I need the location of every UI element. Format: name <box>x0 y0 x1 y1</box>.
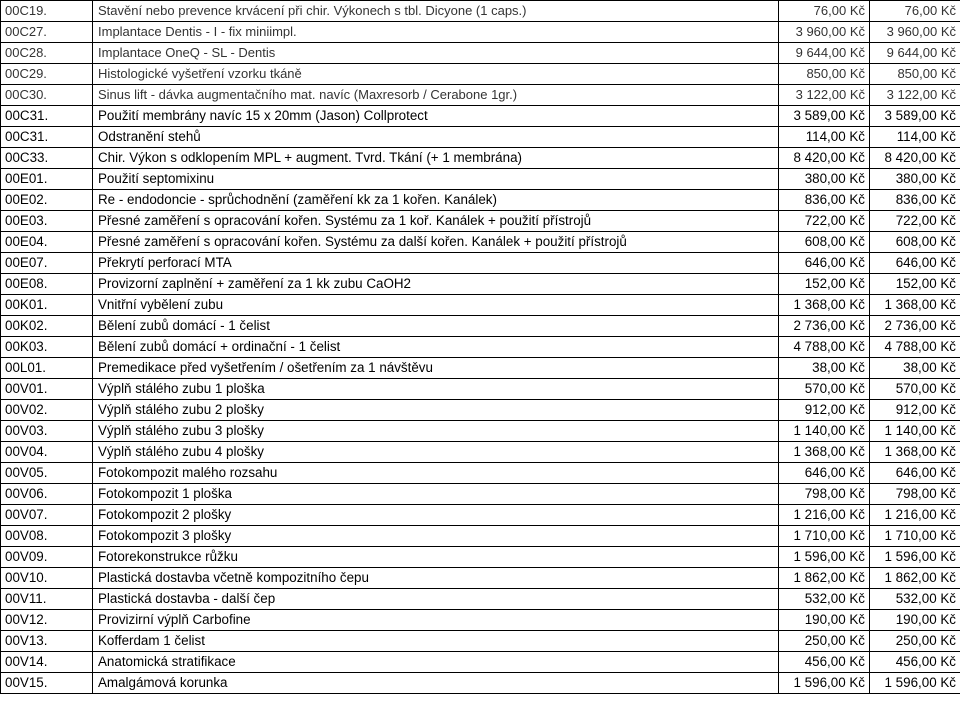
unit-price-cell: 1 368,00 Kč <box>779 295 870 316</box>
unit-price-cell: 456,00 Kč <box>779 652 870 673</box>
service-name-cell: Výplň stálého zubu 2 plošky <box>93 400 779 421</box>
service-name-cell: Vnitřní vybělení zubu <box>93 295 779 316</box>
table-row <box>1 421 960 442</box>
service-code-cell: 00V15. <box>1 673 93 694</box>
table-row <box>1 169 960 190</box>
table-row <box>1 316 960 337</box>
table-row <box>1 148 960 169</box>
service-name-cell: Sinus lift - dávka augmentačního mat. navíc (Maxresorb / Cerabone 1gr.) <box>93 85 779 106</box>
service-code-cell: 00C33. <box>1 148 93 169</box>
table-row <box>1 484 960 505</box>
total-price-cell: 4 788,00 Kč <box>870 337 960 358</box>
service-code-cell: 00E08. <box>1 274 93 295</box>
service-code-cell: 00V09. <box>1 547 93 568</box>
total-price-cell: 1 140,00 Kč <box>870 421 960 442</box>
unit-price-cell: 2 736,00 Kč <box>779 316 870 337</box>
service-name-cell: Implantace Dentis - I - fix miniimpl. <box>93 22 779 43</box>
table-row <box>1 589 960 610</box>
total-price-cell: 1 596,00 Kč <box>870 547 960 568</box>
total-price-cell: 1 368,00 Kč <box>870 442 960 463</box>
service-code-cell: 00V05. <box>1 463 93 484</box>
service-code-cell: 00C28. <box>1 43 93 64</box>
unit-price-cell: 646,00 Kč <box>779 463 870 484</box>
unit-price-cell: 798,00 Kč <box>779 484 870 505</box>
service-name-cell: Anatomická stratifikace <box>93 652 779 673</box>
service-name-cell: Fotorekonstrukce růžku <box>93 547 779 568</box>
service-code-cell: 00V06. <box>1 484 93 505</box>
service-code-cell: 00E07. <box>1 253 93 274</box>
unit-price-cell: 722,00 Kč <box>779 211 870 232</box>
service-code-cell: 00K02. <box>1 316 93 337</box>
service-code-cell: 00C19. <box>1 1 93 22</box>
table-row <box>1 22 960 43</box>
service-name-cell: Fotokompozit malého rozsahu <box>93 463 779 484</box>
table-row <box>1 631 960 652</box>
table-row <box>1 127 960 148</box>
unit-price-cell: 190,00 Kč <box>779 610 870 631</box>
service-code-cell: 00V13. <box>1 631 93 652</box>
service-code-cell: 00V12. <box>1 610 93 631</box>
table-row <box>1 568 960 589</box>
unit-price-cell: 76,00 Kč <box>779 1 870 22</box>
total-price-cell: 250,00 Kč <box>870 631 960 652</box>
total-price-cell: 1 596,00 Kč <box>870 673 960 694</box>
unit-price-cell: 646,00 Kč <box>779 253 870 274</box>
service-code-cell: 00L01. <box>1 358 93 379</box>
unit-price-cell: 1 862,00 Kč <box>779 568 870 589</box>
service-code-cell: 00C31. <box>1 127 93 148</box>
unit-price-cell: 4 788,00 Kč <box>779 337 870 358</box>
total-price-cell: 608,00 Kč <box>870 232 960 253</box>
table-row <box>1 211 960 232</box>
service-name-cell: Implantace OneQ - SL - Dentis <box>93 43 779 64</box>
unit-price-cell: 250,00 Kč <box>779 631 870 652</box>
service-code-cell: 00K01. <box>1 295 93 316</box>
total-price-cell: 1 368,00 Kč <box>870 295 960 316</box>
total-price-cell: 3 122,00 Kč <box>870 85 960 106</box>
table-row <box>1 379 960 400</box>
total-price-cell: 1 862,00 Kč <box>870 568 960 589</box>
service-name-cell: Stavění nebo prevence krvácení při chir. Výkonech s tbl. Dicyone (1 caps.) <box>93 1 779 22</box>
unit-price-cell: 532,00 Kč <box>779 589 870 610</box>
service-code-cell: 00V11. <box>1 589 93 610</box>
total-price-cell: 190,00 Kč <box>870 610 960 631</box>
service-name-cell: Výplň stálého zubu 3 plošky <box>93 421 779 442</box>
service-code-cell: 00C27. <box>1 22 93 43</box>
unit-price-cell: 1 596,00 Kč <box>779 547 870 568</box>
table-row <box>1 547 960 568</box>
total-price-cell: 532,00 Kč <box>870 589 960 610</box>
total-price-cell: 8 420,00 Kč <box>870 148 960 169</box>
unit-price-cell: 836,00 Kč <box>779 190 870 211</box>
total-price-cell: 1 710,00 Kč <box>870 526 960 547</box>
unit-price-cell: 9 644,00 Kč <box>779 43 870 64</box>
service-name-cell: Kofferdam 1 čelist <box>93 631 779 652</box>
total-price-cell: 798,00 Kč <box>870 484 960 505</box>
service-name-cell: Fotokompozit 1 ploška <box>93 484 779 505</box>
service-name-cell: Plastická dostavba - další čep <box>93 589 779 610</box>
unit-price-cell: 912,00 Kč <box>779 400 870 421</box>
service-name-cell: Provizorní zaplnění + zaměření za 1 kk zubu CaOH2 <box>93 274 779 295</box>
table-row <box>1 337 960 358</box>
total-price-cell: 1 216,00 Kč <box>870 505 960 526</box>
unit-price-cell: 1 140,00 Kč <box>779 421 870 442</box>
table-row <box>1 85 960 106</box>
service-code-cell: 00C30. <box>1 85 93 106</box>
service-code-cell: 00E04. <box>1 232 93 253</box>
service-name-cell: Fotokompozit 2 plošky <box>93 505 779 526</box>
service-code-cell: 00V14. <box>1 652 93 673</box>
total-price-cell: 850,00 Kč <box>870 64 960 85</box>
table-row <box>1 253 960 274</box>
total-price-cell: 76,00 Kč <box>870 1 960 22</box>
table-row <box>1 64 960 85</box>
table-row <box>1 610 960 631</box>
unit-price-cell: 3 589,00 Kč <box>779 106 870 127</box>
service-code-cell: 00E01. <box>1 169 93 190</box>
service-name-cell: Histologické vyšetření vzorku tkáně <box>93 64 779 85</box>
table-row <box>1 442 960 463</box>
table-row <box>1 43 960 64</box>
unit-price-cell: 1 710,00 Kč <box>779 526 870 547</box>
unit-price-cell: 152,00 Kč <box>779 274 870 295</box>
table-row <box>1 274 960 295</box>
total-price-cell: 836,00 Kč <box>870 190 960 211</box>
service-name-cell: Fotokompozit 3 plošky <box>93 526 779 547</box>
service-name-cell: Chir. Výkon s odklopením MPL + augment. Tvrd. Tkání (+ 1 membrána) <box>93 148 779 169</box>
service-name-cell: Použití membrány navíc 15 x 20mm (Jason) Collprotect <box>93 106 779 127</box>
service-name-cell: Amalgámová korunka <box>93 673 779 694</box>
total-price-cell: 3 589,00 Kč <box>870 106 960 127</box>
total-price-cell: 646,00 Kč <box>870 253 960 274</box>
table-row <box>1 190 960 211</box>
total-price-cell: 3 960,00 Kč <box>870 22 960 43</box>
total-price-cell: 380,00 Kč <box>870 169 960 190</box>
service-name-cell: Odstranění stehů <box>93 127 779 148</box>
service-name-cell: Bělení zubů domácí - 1 čelist <box>93 316 779 337</box>
table-row <box>1 1 960 22</box>
service-name-cell: Přesné zaměření s opracování kořen. Systému za další kořen. Kanálek + použití přístrojů <box>93 232 779 253</box>
service-code-cell: 00V08. <box>1 526 93 547</box>
table-row <box>1 400 960 421</box>
service-code-cell: 00V04. <box>1 442 93 463</box>
service-code-cell: 00V01. <box>1 379 93 400</box>
unit-price-cell: 380,00 Kč <box>779 169 870 190</box>
total-price-cell: 646,00 Kč <box>870 463 960 484</box>
total-price-cell: 2 736,00 Kč <box>870 316 960 337</box>
service-code-cell: 00E02. <box>1 190 93 211</box>
table-row <box>1 673 960 694</box>
total-price-cell: 570,00 Kč <box>870 379 960 400</box>
unit-price-cell: 850,00 Kč <box>779 64 870 85</box>
total-price-cell: 722,00 Kč <box>870 211 960 232</box>
service-name-cell: Re - endodoncie - sprůchodnění (zaměření kk za 1 kořen. Kanálek) <box>93 190 779 211</box>
table-row <box>1 505 960 526</box>
unit-price-cell: 570,00 Kč <box>779 379 870 400</box>
unit-price-cell: 608,00 Kč <box>779 232 870 253</box>
unit-price-cell: 3 960,00 Kč <box>779 22 870 43</box>
price-list-body <box>1 1 960 694</box>
table-row <box>1 526 960 547</box>
service-code-cell: 00V07. <box>1 505 93 526</box>
unit-price-cell: 38,00 Kč <box>779 358 870 379</box>
service-name-cell: Bělení zubů domácí + ordinační - 1 čelist <box>93 337 779 358</box>
unit-price-cell: 1 596,00 Kč <box>779 673 870 694</box>
service-name-cell: Plastická dostavba včetně kompozitního čepu <box>93 568 779 589</box>
table-row <box>1 106 960 127</box>
total-price-cell: 38,00 Kč <box>870 358 960 379</box>
total-price-cell: 9 644,00 Kč <box>870 43 960 64</box>
service-code-cell: 00V02. <box>1 400 93 421</box>
service-code-cell: 00V03. <box>1 421 93 442</box>
table-row <box>1 232 960 253</box>
service-code-cell: 00C29. <box>1 64 93 85</box>
service-name-cell: Premedikace před vyšetřením / ošetřením za 1 návštěvu <box>93 358 779 379</box>
table-row <box>1 358 960 379</box>
unit-price-cell: 1 216,00 Kč <box>779 505 870 526</box>
table-row <box>1 652 960 673</box>
service-code-cell: 00V10. <box>1 568 93 589</box>
service-code-cell: 00C31. <box>1 106 93 127</box>
service-code-cell: 00E03. <box>1 211 93 232</box>
service-name-cell: Použití septomixinu <box>93 169 779 190</box>
unit-price-cell: 8 420,00 Kč <box>779 148 870 169</box>
total-price-cell: 152,00 Kč <box>870 274 960 295</box>
service-code-cell: 00K03. <box>1 337 93 358</box>
unit-price-cell: 1 368,00 Kč <box>779 442 870 463</box>
total-price-cell: 456,00 Kč <box>870 652 960 673</box>
unit-price-cell: 3 122,00 Kč <box>779 85 870 106</box>
service-name-cell: Překrytí perforací MTA <box>93 253 779 274</box>
table-row <box>1 463 960 484</box>
table-row <box>1 295 960 316</box>
total-price-cell: 114,00 Kč <box>870 127 960 148</box>
service-name-cell: Přesné zaměření s opracování kořen. Systému za 1 koř. Kanálek + použití přístrojů <box>93 211 779 232</box>
unit-price-cell: 114,00 Kč <box>779 127 870 148</box>
service-name-cell: Výplň stálého zubu 1 ploška <box>93 379 779 400</box>
total-price-cell: 912,00 Kč <box>870 400 960 421</box>
service-name-cell: Výplň stálého zubu 4 plošky <box>93 442 779 463</box>
service-name-cell: Provizirní výplň Carbofine <box>93 610 779 631</box>
